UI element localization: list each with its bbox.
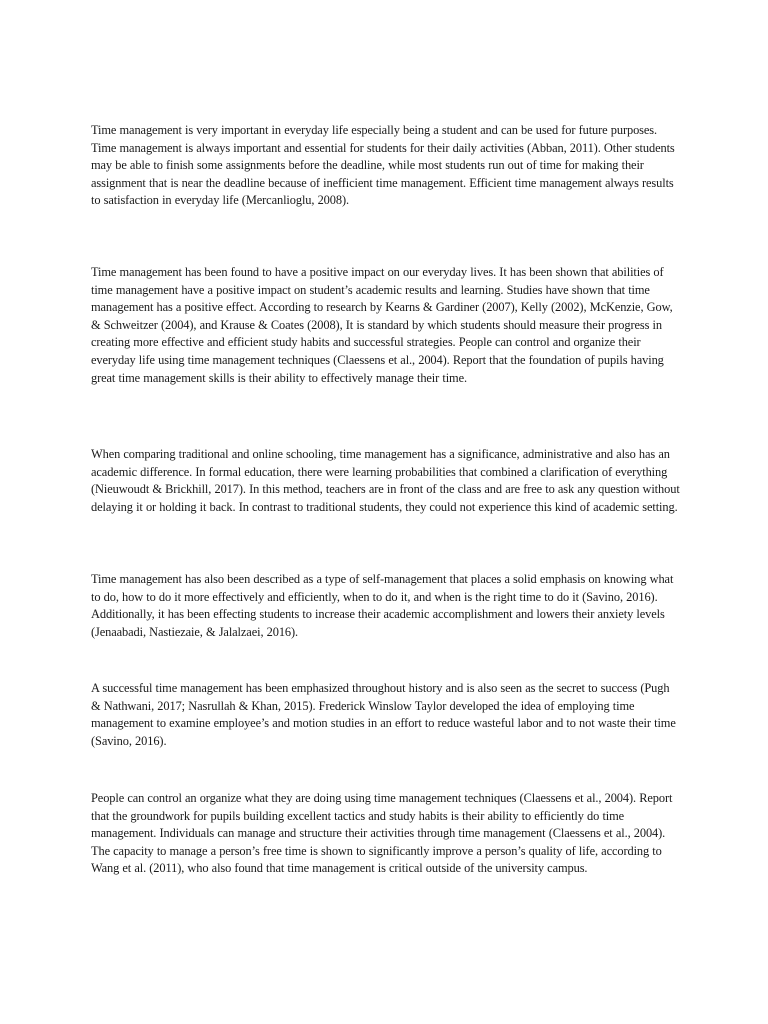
paragraph-3: When comparing traditional and online schooling, time management has a significance, administrative and also has an academic difference. In formal education, there were learning probabilities that combined a clarification of everything (Nieuwoudt & Brickhill, 2017). In this method, teachers are in front of the class and are free to ask any question without delaying it or holding it back. In contrast to traditional students, they could not experience this kind of academic setting. (91, 447, 680, 514)
paragraph-2: Time management has been found to have a positive impact on our everyday lives. It has been shown that abilities of time management have a positive impact on student’s academic results and learning. Studies have shown that time management has a positive effect. According to research by Kearns & Gardiner (2007), Kelly (2002), McKenzie, Gow, & Schweitzer (2004), and Krause & Coates (2008), It is standard by which students should measure their progress in creating more effective and efficient study habits and successful strategies. People can control and organize their everyday life using time management techniques (Claessens et al., 2004). Report that the foundation of pupils having great time management skills is their ability to effectively manage their time. (91, 265, 673, 385)
paragraph-6: People can control an organize what they are doing using time management techniques (Claessens et al., 2004). Report that the groundwork for pupils building excellent tactics and study habits is their ability to efficiently do time management. Individuals can manage and structure their activities through time management (Claessens et al., 2004). The capacity to manage a person’s free time is shown to significantly improve a person’s quality of life, according to Wang et al. (2011), who also found that time management is critical outside of the university campus. (91, 791, 673, 876)
paragraph-4: Time management has also been described as a type of self-management that places a solid emphasis on knowing what to do, how to do it more effectively and efficiently, when to do it, and when is the right time to do it (Savino, 2016). Additionally, it has been effecting students to increase their academic accomplishment and lowers their anxiety levels (Jenaabadi, Nastiezaie, & Jalalzaei, 2016). (91, 572, 674, 639)
paragraph-5: A successful time management has been emphasized throughout history and is also seen as the secret to success (Pugh & Nathwani, 2017; Nasrullah & Khan, 2015). Frederick Winslow Taylor developed the idea of employing time management to examine employee’s and motion studies in an effort to reduce wasteful labor and to not waste their time (Savino, 2016). (91, 681, 676, 748)
paragraph-1: Time management is very important in everyday life especially being a student and can be used for future purposes. Time management is always important and essential for students for their daily activities (Abban, 2011). Other students may be able to finish some assignments before the deadline, while most students run out of time for making their assignment that is near the deadline because of inefficient time management. Efficient time management always results to satisfaction in everyday life (Mercanlioglu, 2008). (91, 123, 675, 208)
